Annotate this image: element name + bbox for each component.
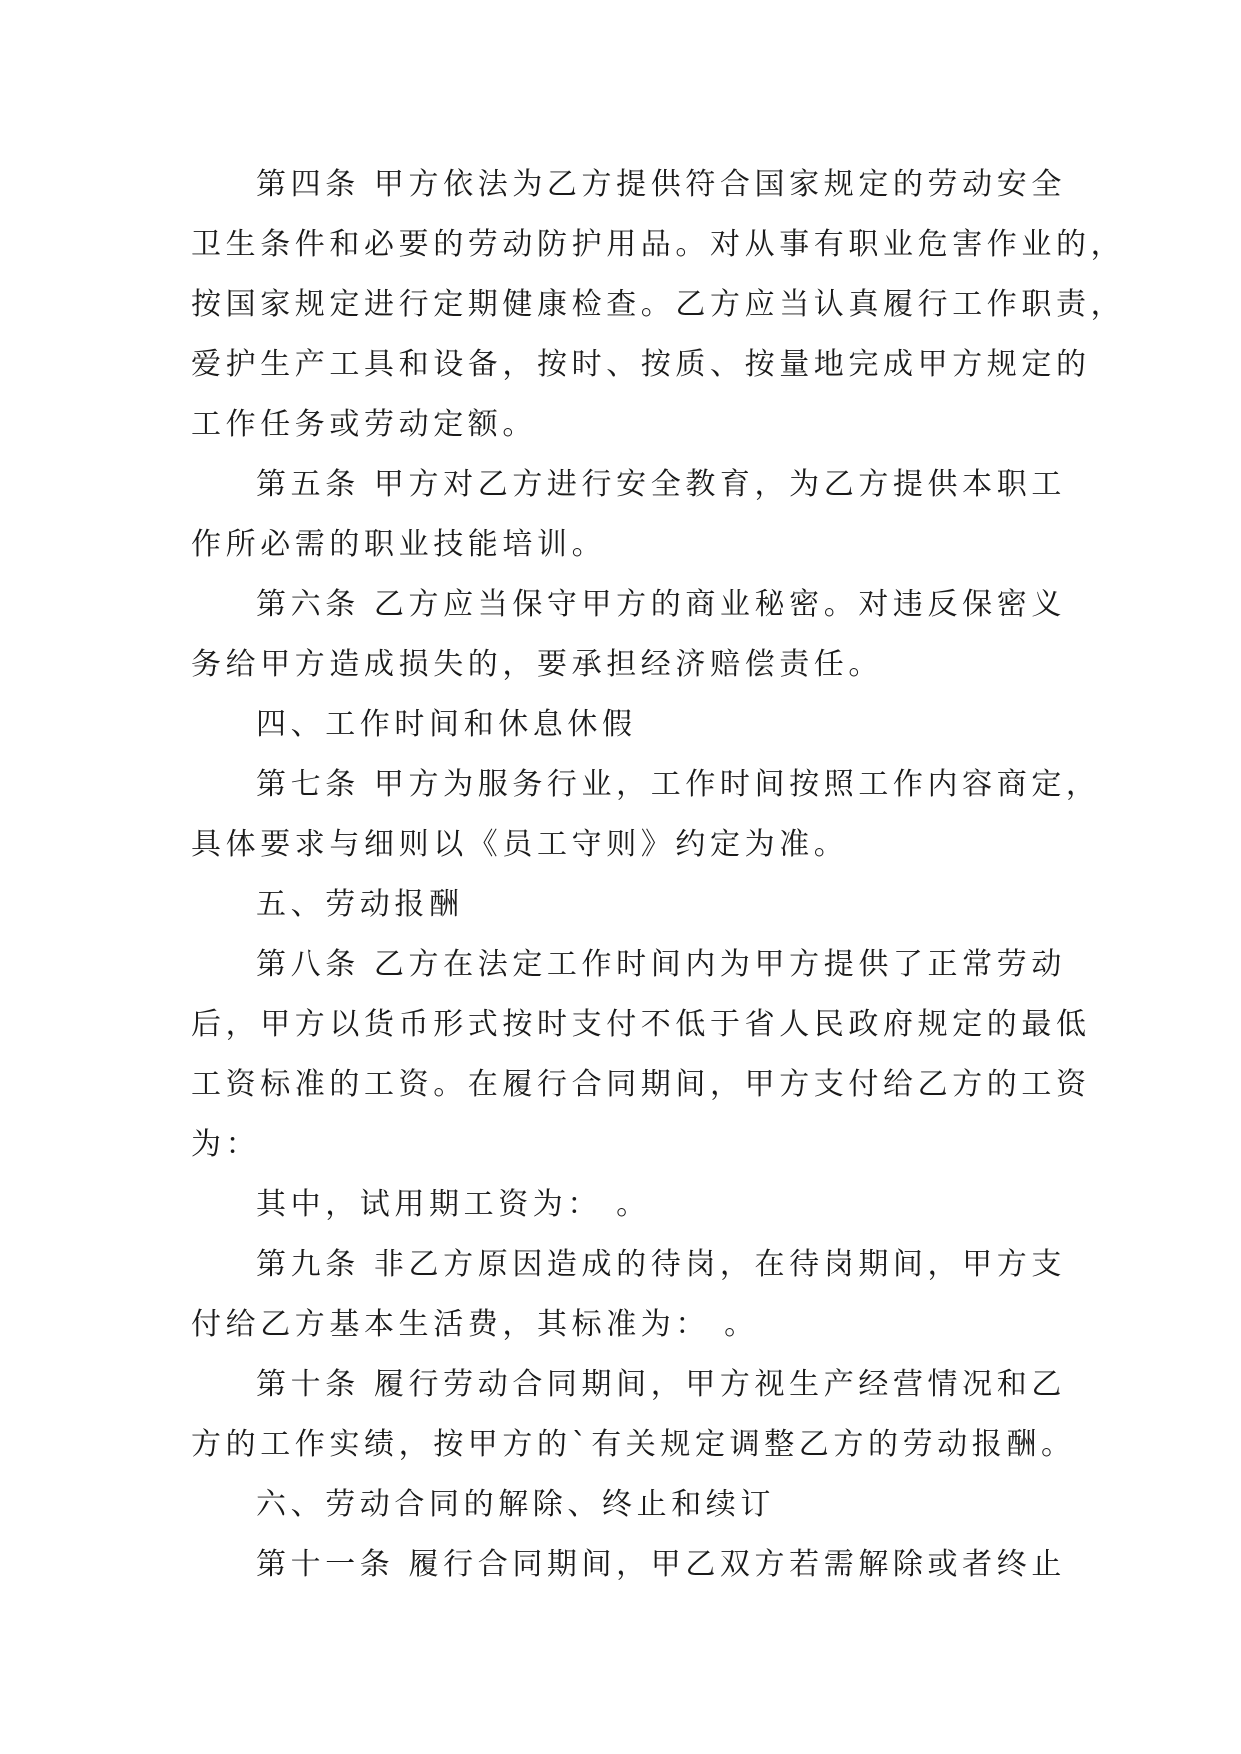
section-heading: 六、劳动合同的解除、终止和续订: [256, 1487, 775, 1522]
text-line: 方的工作实绩，按甲方的`有关规定调整乙方的劳动报酬。: [191, 1427, 1076, 1462]
text-line: 卫生条件和必要的劳动防护用品。对从事有职业危害作业的，: [191, 227, 1126, 262]
section-heading: 五、劳动报酬: [256, 887, 464, 922]
text-line: 第十条 履行劳动合同期间，甲方视生产经营情况和乙: [256, 1367, 1066, 1402]
text-line: 为：: [191, 1127, 261, 1162]
text-line: 工资标准的工资。在履行合同期间，甲方支付给乙方的工资: [191, 1067, 1091, 1102]
text-line: 工作任务或劳动定额。: [191, 407, 537, 442]
text-line: 第七条 甲方为服务行业，工作时间按照工作内容商定，: [256, 767, 1101, 802]
text-line: 第八条 乙方在法定工作时间内为甲方提供了正常劳动: [256, 947, 1066, 982]
text-line: 付给乙方基本生活费，其标准为： 。: [191, 1307, 759, 1342]
text-line: 务给甲方造成损失的，要承担经济赔偿责任。: [191, 647, 883, 682]
text-line: 第九条 非乙方原因造成的待岗，在待岗期间，甲方支: [256, 1247, 1066, 1282]
text-line: 第十一条 履行合同期间，甲乙双方若需解除或者终止: [256, 1547, 1066, 1582]
text-line: 第四条 甲方依法为乙方提供符合国家规定的劳动安全: [256, 167, 1066, 202]
text-line: 按国家规定进行定期健康检查。乙方应当认真履行工作职责，: [191, 287, 1126, 322]
text-line: 第六条 乙方应当保守甲方的商业秘密。对违反保密义: [256, 587, 1066, 622]
text-line: 爱护生产工具和设备，按时、按质、按量地完成甲方规定的: [191, 347, 1091, 382]
text-line: 作所必需的职业技能培训。: [191, 527, 607, 562]
text-line: 其中，试用期工资为： 。: [256, 1187, 651, 1222]
text-line: 第五条 甲方对乙方进行安全教育，为乙方提供本职工: [256, 467, 1066, 502]
text-line: 后，甲方以货币形式按时支付不低于省人民政府规定的最低: [191, 1007, 1091, 1042]
section-heading: 四、工作时间和休息休假: [256, 707, 637, 742]
text-line: 具体要求与细则以《员工守则》约定为准。: [191, 827, 849, 862]
